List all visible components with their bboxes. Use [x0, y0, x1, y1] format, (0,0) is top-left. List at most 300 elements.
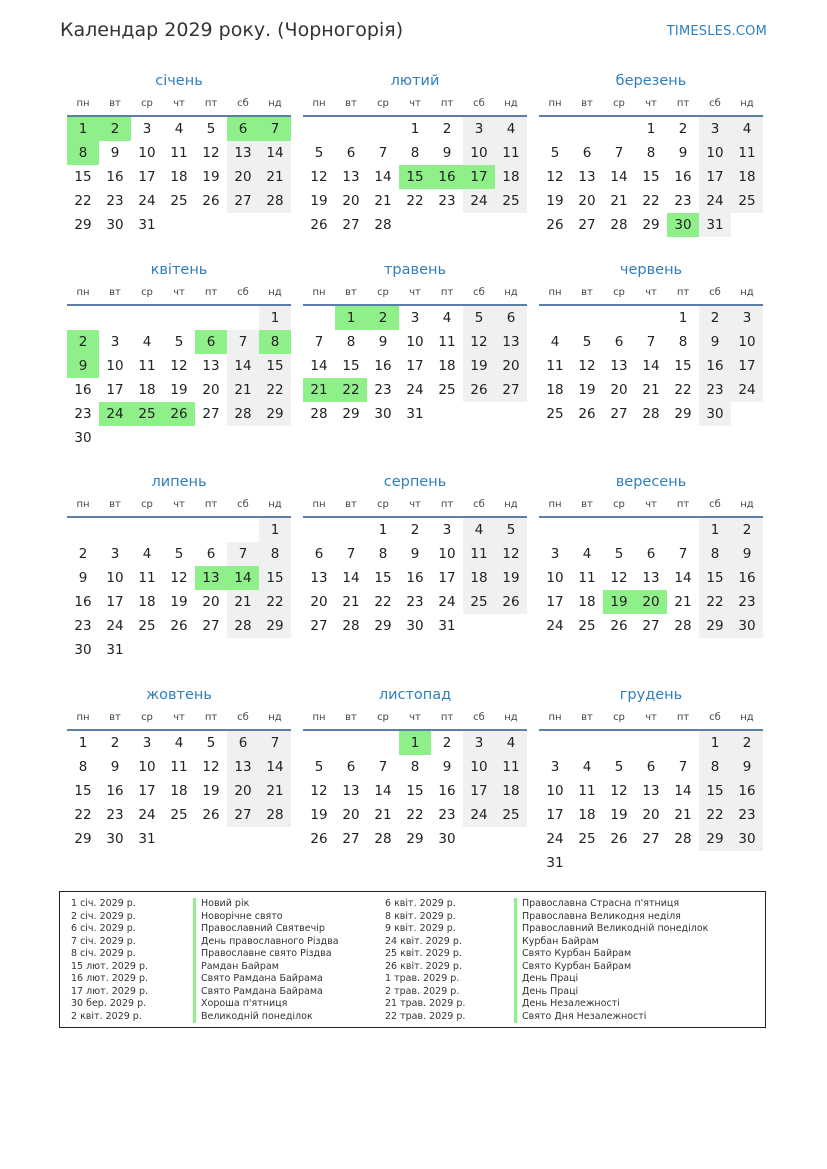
day-cell: 5	[582, 334, 592, 350]
day-cell: 26	[463, 378, 495, 402]
day-cell: 15	[642, 169, 660, 185]
day-cell: 8	[410, 759, 420, 775]
week-row	[67, 779, 291, 803]
day-cell: 20	[642, 807, 660, 823]
day-cell: 17	[463, 779, 495, 803]
legend-holiday-name: Православний Святвечір	[193, 923, 339, 936]
day-cell: 27	[342, 217, 360, 233]
empty-day-cell	[367, 731, 399, 755]
weekday-header	[67, 93, 291, 117]
day-cell: 7	[646, 334, 656, 350]
day-cell: 28	[674, 831, 692, 847]
day-cell: 17	[138, 783, 156, 799]
day-cell: 13	[495, 330, 527, 354]
day-cell: 17	[546, 594, 564, 610]
day-cell: 22	[259, 590, 291, 614]
legend-date: 15 лют. 2029 р.	[71, 960, 148, 972]
week-row	[67, 542, 291, 566]
day-cell: 19	[310, 193, 328, 209]
legend-holiday-name: Православна Страсна п'ятниця	[514, 898, 708, 911]
weekday-label: пт	[440, 98, 454, 109]
empty-day-cell	[303, 117, 335, 141]
weekday-header	[303, 707, 527, 731]
day-cell: 7	[378, 759, 388, 775]
day-cell: 8	[78, 759, 88, 775]
day-cell: 11	[438, 334, 456, 350]
day-cell: 14	[674, 570, 692, 586]
day-cell: 25	[138, 618, 156, 634]
weekday-label: пт	[204, 98, 218, 109]
empty-day-cell	[571, 306, 603, 330]
day-cell: 18	[463, 566, 495, 590]
day-cell: 6	[206, 546, 216, 562]
day-cell: 1	[378, 522, 388, 538]
day-cell: 14	[227, 354, 259, 378]
weekday-label: пт	[676, 98, 690, 109]
weekday-header	[67, 707, 291, 731]
empty-day-cell	[131, 518, 163, 542]
day-cell: 18	[546, 382, 564, 398]
empty-day-cell	[259, 827, 291, 851]
day-cell: 20	[342, 193, 360, 209]
day-cell: 30	[406, 618, 424, 634]
day-cell: 27	[342, 831, 360, 847]
month-days	[67, 117, 291, 237]
week-row	[67, 827, 291, 851]
day-cell: 20	[227, 779, 259, 803]
day-cell: 30	[106, 217, 124, 233]
day-cell: 18	[578, 594, 596, 610]
day-cell: 9	[110, 145, 120, 161]
week-row	[303, 213, 527, 237]
day-cell: 26	[170, 618, 188, 634]
day-cell: 23	[699, 378, 731, 402]
day-cell: 20	[342, 807, 360, 823]
day-cell: 16	[674, 169, 692, 185]
day-cell: 23	[106, 807, 124, 823]
day-cell: 10	[463, 755, 495, 779]
weekday-label: чт	[645, 287, 657, 298]
day-cell: 6	[346, 145, 356, 161]
day-cell: 27	[610, 406, 628, 422]
month-name: грудень	[619, 687, 683, 703]
empty-day-cell	[163, 213, 195, 237]
weekday-label: ср	[613, 98, 625, 109]
legend-holiday-name: День Праці	[514, 986, 708, 999]
day-cell: 27	[578, 217, 596, 233]
day-cell: 21	[610, 193, 628, 209]
day-cell: 11	[578, 783, 596, 799]
empty-day-cell	[463, 827, 495, 851]
weekday-label: нд	[740, 712, 754, 723]
day-cell: 2	[110, 735, 120, 751]
day-cell: 3	[731, 306, 763, 330]
day-cell: 1	[259, 306, 291, 330]
brand-logo-text[interactable]: TIMESLES.COM	[666, 24, 767, 39]
week-row	[67, 731, 291, 755]
weekday-label: сб	[709, 98, 721, 109]
day-cell: 27	[642, 618, 660, 634]
day-cell: 26	[495, 590, 527, 614]
weekday-label: нд	[504, 98, 518, 109]
weekday-label: пн	[548, 287, 562, 298]
weekday-label: пн	[312, 712, 326, 723]
day-cell: 13	[342, 783, 360, 799]
week-row	[303, 306, 527, 330]
day-cell: 31	[106, 642, 124, 658]
holiday-day-cell: 1	[335, 306, 367, 330]
legend-holiday-name: Свято Курбан Байрам	[514, 961, 708, 974]
holiday-day-cell: 6	[195, 330, 227, 354]
day-cell: 23	[106, 193, 124, 209]
weekday-label: пт	[204, 712, 218, 723]
week-row	[67, 566, 291, 590]
legend-date: 22 трав. 2029 р.	[385, 1010, 466, 1022]
day-cell: 17	[106, 594, 124, 610]
day-cell: 26	[546, 217, 564, 233]
day-cell: 25	[578, 831, 596, 847]
day-cell: 21	[227, 590, 259, 614]
day-cell: 18	[495, 165, 527, 189]
holiday-day-cell: 22	[335, 378, 367, 402]
day-cell: 7	[678, 546, 688, 562]
page-title: Календар 2029 року. (Чорногорія)	[60, 19, 404, 41]
day-cell: 14	[310, 358, 328, 374]
week-row	[539, 165, 763, 189]
empty-day-cell	[603, 117, 635, 141]
weekday-label: нд	[504, 499, 518, 510]
day-cell: 21	[674, 594, 692, 610]
day-cell: 18	[170, 783, 188, 799]
day-cell: 4	[142, 334, 152, 350]
legend-date: 2 січ. 2029 р.	[71, 910, 136, 922]
week-row	[303, 189, 527, 213]
empty-day-cell	[539, 117, 571, 141]
day-cell: 18	[731, 165, 763, 189]
day-cell: 29	[642, 217, 660, 233]
legend-holiday-name: Свято Рамдана Байрама	[193, 986, 339, 999]
day-cell: 29	[406, 831, 424, 847]
week-row	[67, 165, 291, 189]
legend-date: 17 лют. 2029 р.	[71, 985, 148, 997]
day-cell: 7	[678, 759, 688, 775]
day-cell: 2	[678, 121, 688, 137]
day-cell: 21	[342, 594, 360, 610]
week-row	[67, 426, 291, 450]
weekday-label: ср	[613, 287, 625, 298]
holiday-day-cell: 2	[99, 117, 131, 141]
day-cell: 26	[578, 406, 596, 422]
week-row	[303, 566, 527, 590]
week-row	[67, 330, 291, 354]
day-cell: 8	[699, 755, 731, 779]
day-cell: 1	[678, 310, 688, 326]
day-cell: 17	[438, 570, 456, 586]
day-cell: 10	[138, 145, 156, 161]
day-cell: 20	[227, 165, 259, 189]
day-cell: 25	[438, 382, 456, 398]
day-cell: 25	[463, 590, 495, 614]
week-row	[303, 542, 527, 566]
week-row	[539, 213, 763, 237]
week-row	[539, 330, 763, 354]
day-cell: 2	[699, 306, 731, 330]
day-cell: 22	[642, 193, 660, 209]
weekday-header	[539, 282, 763, 306]
day-cell: 6	[582, 145, 592, 161]
month-name: листопад	[378, 687, 452, 703]
week-row	[67, 590, 291, 614]
weekday-label: чт	[173, 98, 185, 109]
week-row	[539, 851, 763, 875]
holiday-day-cell: 24	[99, 402, 131, 426]
day-cell: 6	[346, 759, 356, 775]
empty-day-cell	[431, 402, 463, 426]
week-row	[67, 378, 291, 402]
weekday-label: пт	[676, 712, 690, 723]
day-cell: 17	[138, 169, 156, 185]
month-days	[67, 731, 291, 851]
weekday-label: сб	[237, 499, 249, 510]
day-cell: 27	[310, 618, 328, 634]
weekday-label: пн	[312, 287, 326, 298]
day-cell: 26	[202, 807, 220, 823]
month-days	[539, 117, 763, 237]
day-cell: 3	[142, 121, 152, 137]
day-cell: 24	[438, 594, 456, 610]
day-cell: 30	[699, 402, 731, 426]
day-cell: 24	[138, 193, 156, 209]
day-cell: 31	[138, 217, 156, 233]
week-row	[303, 803, 527, 827]
day-cell: 24	[546, 831, 564, 847]
holiday-day-cell: 13	[195, 566, 227, 590]
month-days	[539, 731, 763, 875]
day-cell: 14	[374, 169, 392, 185]
day-cell: 17	[546, 807, 564, 823]
day-cell: 13	[578, 169, 596, 185]
day-cell: 16	[406, 570, 424, 586]
day-cell: 2	[731, 731, 763, 755]
day-cell: 22	[699, 590, 731, 614]
day-cell: 9	[699, 330, 731, 354]
empty-day-cell	[259, 638, 291, 662]
legend-holiday-name: День Незалежності	[514, 998, 708, 1011]
weekday-label: нд	[268, 499, 282, 510]
empty-day-cell	[335, 117, 367, 141]
holiday-day-cell: 25	[131, 402, 163, 426]
day-cell: 28	[374, 217, 392, 233]
weekday-label: нд	[504, 712, 518, 723]
day-cell: 19	[170, 382, 188, 398]
empty-day-cell	[99, 518, 131, 542]
day-cell: 26	[310, 831, 328, 847]
day-cell: 24	[106, 618, 124, 634]
day-cell: 4	[550, 334, 560, 350]
day-cell: 14	[342, 570, 360, 586]
weekday-label: чт	[645, 98, 657, 109]
day-cell: 26	[202, 193, 220, 209]
month-days	[303, 306, 527, 426]
day-cell: 10	[406, 334, 424, 350]
weekday-label: чт	[409, 499, 421, 510]
day-cell: 28	[259, 189, 291, 213]
day-cell: 20	[310, 594, 328, 610]
week-row	[303, 755, 527, 779]
day-cell: 18	[170, 169, 188, 185]
day-cell: 28	[342, 618, 360, 634]
day-cell: 25	[731, 189, 763, 213]
day-cell: 29	[374, 618, 392, 634]
holiday-day-cell: 15	[399, 165, 431, 189]
weekday-label: вт	[109, 499, 121, 510]
week-row	[303, 402, 527, 426]
day-cell: 28	[227, 402, 259, 426]
empty-day-cell	[227, 827, 259, 851]
day-cell: 3	[699, 117, 731, 141]
month-block	[67, 262, 291, 450]
day-cell: 8	[346, 334, 356, 350]
weekday-label: чт	[409, 712, 421, 723]
day-cell: 9	[731, 542, 763, 566]
day-cell: 5	[206, 735, 216, 751]
day-cell: 9	[78, 570, 88, 586]
day-cell: 12	[170, 358, 188, 374]
empty-day-cell	[495, 402, 527, 426]
week-row	[303, 614, 527, 638]
day-cell: 3	[110, 546, 120, 562]
day-cell: 11	[463, 542, 495, 566]
day-cell: 24	[406, 382, 424, 398]
week-row	[539, 566, 763, 590]
day-cell: 25	[170, 193, 188, 209]
weekday-label: пн	[76, 98, 90, 109]
day-cell: 10	[106, 358, 124, 374]
month-days	[303, 731, 527, 851]
weekday-header	[539, 93, 763, 117]
weekday-label: ср	[377, 287, 389, 298]
weekday-label: чт	[173, 287, 185, 298]
weekday-label: сб	[709, 499, 721, 510]
weekday-label: ср	[613, 712, 625, 723]
empty-day-cell	[163, 827, 195, 851]
day-cell: 7	[378, 145, 388, 161]
weekday-label: нд	[740, 98, 754, 109]
day-cell: 8	[678, 334, 688, 350]
day-cell: 29	[259, 614, 291, 638]
day-cell: 19	[463, 354, 495, 378]
day-cell: 19	[310, 807, 328, 823]
month-block	[539, 474, 763, 638]
day-cell: 17	[106, 382, 124, 398]
empty-day-cell	[495, 213, 527, 237]
day-cell: 13	[610, 358, 628, 374]
weekday-label: чт	[409, 287, 421, 298]
day-cell: 6	[646, 546, 656, 562]
day-cell: 16	[106, 169, 124, 185]
empty-day-cell	[303, 731, 335, 755]
day-cell: 6	[314, 546, 324, 562]
day-cell: 14	[642, 358, 660, 374]
day-cell: 28	[374, 831, 392, 847]
empty-day-cell	[399, 213, 431, 237]
weekday-label: нд	[268, 287, 282, 298]
empty-day-cell	[667, 518, 699, 542]
empty-day-cell	[67, 518, 99, 542]
day-cell: 14	[259, 755, 291, 779]
weekday-label: вт	[345, 287, 357, 298]
day-cell: 5	[495, 518, 527, 542]
day-cell: 25	[578, 618, 596, 634]
day-cell: 14	[374, 783, 392, 799]
day-cell: 11	[138, 358, 156, 374]
month-block	[539, 687, 763, 875]
empty-day-cell	[603, 306, 635, 330]
week-row	[539, 141, 763, 165]
empty-day-cell	[335, 731, 367, 755]
empty-day-cell	[163, 518, 195, 542]
day-cell: 30	[74, 430, 92, 446]
day-cell: 4	[142, 546, 152, 562]
empty-day-cell	[603, 851, 635, 875]
day-cell: 31	[138, 831, 156, 847]
legend-date: 9 квіт. 2029 р.	[385, 923, 456, 934]
day-cell: 1	[410, 121, 420, 137]
week-row	[67, 141, 291, 165]
day-cell: 29	[74, 217, 92, 233]
weekday-label: сб	[473, 712, 485, 723]
legend-date: 2 трав. 2029 р.	[385, 985, 460, 997]
day-cell: 7	[259, 731, 291, 755]
legend-holiday-name: Хороша п'ятниця	[193, 998, 339, 1011]
holiday-day-cell: 6	[227, 117, 259, 141]
empty-day-cell	[303, 518, 335, 542]
day-cell: 28	[259, 803, 291, 827]
month-days	[67, 306, 291, 450]
empty-day-cell	[463, 614, 495, 638]
empty-day-cell	[731, 402, 763, 426]
month-name: лютий	[390, 73, 440, 89]
week-row	[539, 590, 763, 614]
weekday-label: пн	[312, 98, 326, 109]
empty-day-cell	[195, 426, 227, 450]
day-cell: 18	[138, 594, 156, 610]
weekday-label: пн	[548, 499, 562, 510]
weekday-label: сб	[237, 712, 249, 723]
weekday-label: пт	[676, 499, 690, 510]
day-cell: 11	[578, 570, 596, 586]
weekday-label: нд	[268, 712, 282, 723]
day-cell: 23	[731, 803, 763, 827]
day-cell: 7	[614, 145, 624, 161]
day-cell: 20	[202, 594, 220, 610]
legend-holiday-name: Православний Великодній понеділок	[514, 923, 708, 936]
day-cell: 12	[463, 330, 495, 354]
legend-holiday-name: Курбан Байрам	[514, 936, 708, 949]
day-cell: 20	[578, 193, 596, 209]
empty-day-cell	[303, 306, 335, 330]
weekday-header	[539, 494, 763, 518]
day-cell: 24	[699, 189, 731, 213]
day-cell: 19	[610, 807, 628, 823]
day-cell: 6	[227, 731, 259, 755]
day-cell: 30	[438, 831, 456, 847]
weekday-header	[303, 93, 527, 117]
month-block	[303, 687, 527, 851]
day-cell: 6	[495, 306, 527, 330]
month-block	[67, 73, 291, 237]
legend-date: 25 квіт. 2029 р.	[385, 948, 462, 959]
